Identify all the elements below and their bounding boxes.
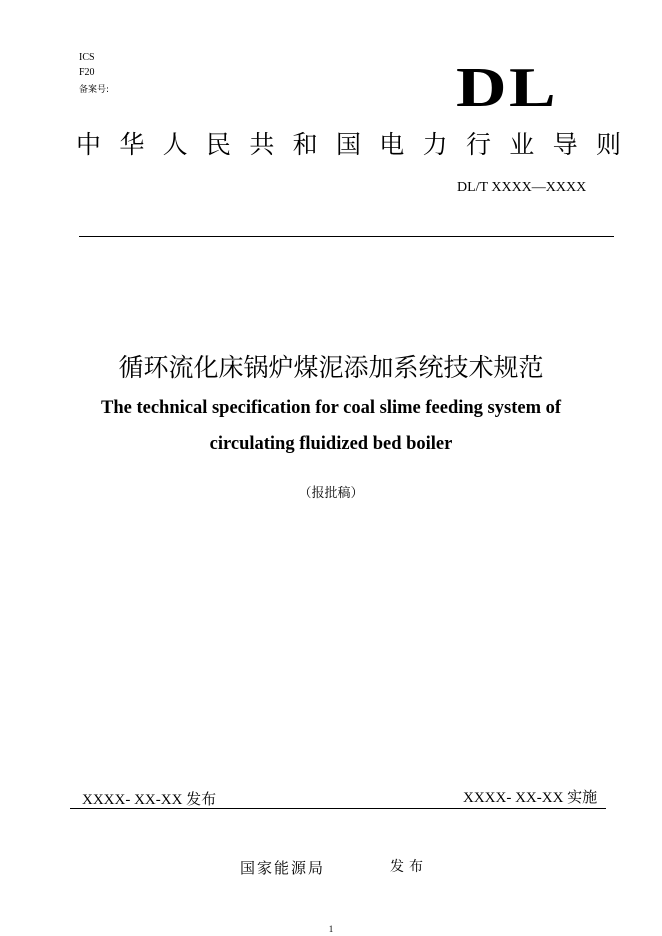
org-name-char: 电: [379, 130, 405, 159]
implementation-date: XXXX- XX-XX 实施: [463, 790, 598, 806]
draft-status: （报批稿）: [298, 486, 364, 501]
org-name-char: 和: [292, 130, 318, 159]
category-code: F20: [79, 67, 95, 78]
org-name-char: 中: [76, 130, 102, 159]
page-number: 1: [328, 924, 334, 934]
footer-divider: [70, 808, 606, 809]
title-chinese: 循环流化床锅炉煤泥添加系统技术规范: [118, 353, 544, 382]
org-name-char: 导: [552, 130, 578, 159]
org-name-char: 人: [162, 130, 188, 159]
org-name-char: 共: [249, 130, 275, 159]
org-name-char: 力: [422, 130, 448, 159]
filing-number-label: 备案号:: [79, 85, 110, 95]
ics-label: ICS: [79, 52, 95, 63]
dl-logo: DL: [456, 57, 559, 119]
title-english-line1: The technical specification for coal slime feeding system of: [100, 398, 562, 418]
org-name-char: 行: [465, 130, 491, 159]
org-name-char: 华: [119, 130, 145, 159]
issue-label: 发布: [390, 859, 428, 875]
issuing-authority: 国家能源局: [240, 859, 326, 877]
org-name-char: 民: [205, 130, 231, 159]
org-name-char: 国: [335, 130, 361, 159]
standard-number: DL/T XXXX—XXXX: [457, 180, 587, 195]
header-divider: [79, 236, 614, 237]
org-name: [76, 128, 621, 162]
org-name-char: 则: [595, 130, 621, 159]
issue-date: XXXX- XX-XX 发布: [82, 792, 217, 808]
title-english-line2: circulating fluidized bed boiler: [209, 434, 453, 454]
org-name-char: 业: [509, 130, 535, 159]
